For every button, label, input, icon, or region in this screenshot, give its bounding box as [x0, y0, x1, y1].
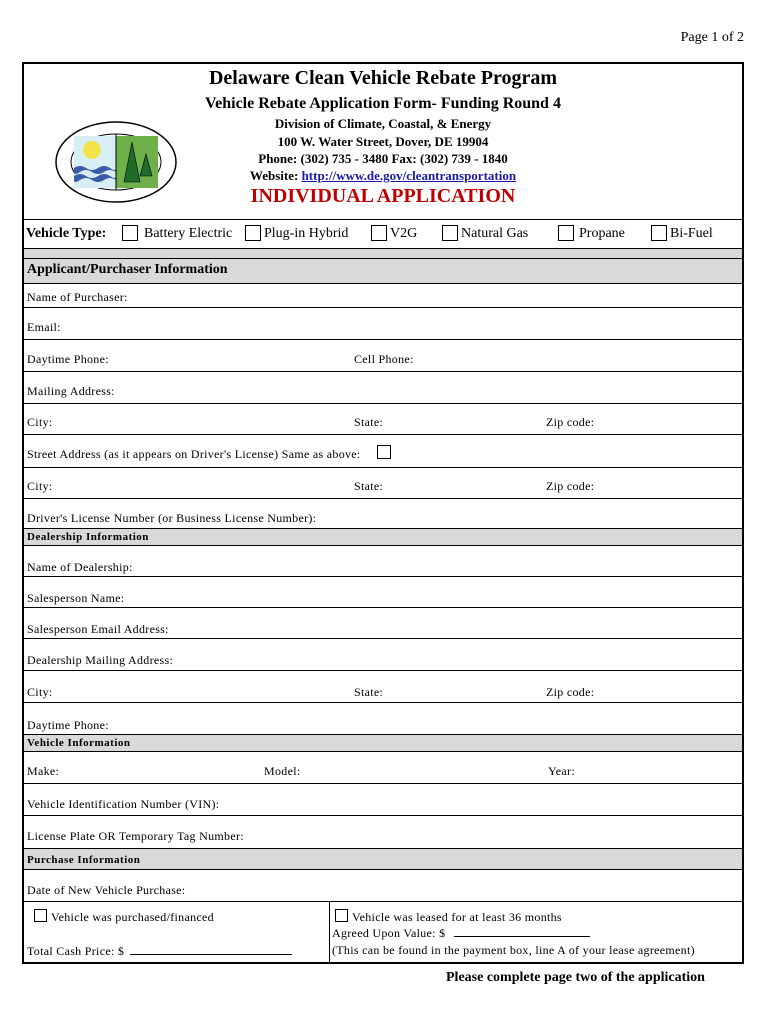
propane-checkbox[interactable] — [558, 225, 574, 241]
dealership-city-label: City: — [27, 685, 53, 699]
dealership-city-row[interactable] — [24, 671, 742, 703]
bi-fuel-checkbox[interactable] — [651, 225, 667, 241]
make-model-year-row[interactable] — [24, 752, 742, 784]
zip-label: Zip code: — [546, 415, 595, 429]
natural-gas-checkbox[interactable] — [442, 225, 458, 241]
vin-row[interactable] — [24, 784, 742, 816]
purchase-date-row[interactable] — [24, 870, 742, 902]
applicant-section-header — [24, 259, 742, 284]
dealership-phone-row[interactable] — [24, 703, 742, 734]
purchased-financed-label: Vehicle was purchased/financed — [51, 910, 214, 924]
dealership-heading: Dealership Information — [27, 531, 149, 543]
phone-row[interactable] — [24, 340, 742, 372]
year-label: Year: — [548, 764, 575, 778]
license-city-row[interactable] — [24, 468, 742, 499]
purchase-column-divider — [329, 902, 330, 964]
bi-fuel-label: Bi-Fuel — [670, 226, 713, 241]
section-spacer — [24, 249, 742, 259]
license-number-label: Driver's License Number (or Business License Number): — [27, 511, 317, 525]
total-cash-line[interactable] — [130, 954, 292, 955]
applicant-heading: Applicant/Purchaser Information — [27, 262, 228, 277]
cell-phone-label: Cell Phone: — [354, 352, 414, 366]
vehicle-heading: Vehicle Information — [27, 737, 131, 749]
leased-option-row — [352, 910, 732, 926]
salesperson-row[interactable] — [24, 577, 742, 608]
zip-label-2: Zip code: — [546, 479, 595, 493]
dealership-phone-label: Daytime Phone: — [27, 718, 109, 732]
purchase-section-header — [24, 848, 742, 870]
footer-note: Please complete page two of the application — [446, 970, 705, 985]
dealership-section-header — [24, 528, 742, 546]
state-label: State: — [354, 415, 384, 429]
email-label: Email: — [27, 320, 61, 334]
salesperson-name-label: Salesperson Name: — [27, 591, 125, 605]
plate-label: License Plate OR Temporary Tag Number: — [27, 829, 244, 843]
plugin-hybrid-label: Plug-in Hybrid — [264, 226, 349, 241]
lease-note-row — [332, 943, 742, 959]
vehicle-section-header — [24, 734, 742, 752]
purchased-financed-checkbox[interactable] — [34, 909, 47, 922]
vin-label: Vehicle Identification Number (VIN): — [27, 797, 220, 811]
website-link[interactable]: http://www.de.gov/cleantransportation — [301, 168, 517, 183]
state-label-2: State: — [354, 479, 384, 493]
plate-row[interactable] — [24, 816, 742, 848]
plugin-hybrid-checkbox[interactable] — [245, 225, 261, 241]
website-label: Website: — [249, 168, 299, 183]
purchaser-name-label: Name of Purchaser: — [27, 290, 128, 304]
street-address-row[interactable] — [24, 435, 742, 468]
city-label-2: City: — [27, 479, 53, 493]
email-row[interactable] — [24, 308, 742, 340]
dealership-address-label: Dealership Mailing Address: — [27, 653, 174, 667]
make-label: Make: — [27, 764, 60, 778]
program-title: Delaware Clean Vehicle Rebate Program — [208, 67, 558, 89]
v2g-label: V2G — [390, 226, 418, 241]
website-line — [24, 168, 742, 184]
salesperson-email-label: Salesperson Email Address: — [27, 622, 169, 636]
daytime-phone-label: Daytime Phone: — [27, 352, 109, 366]
street-address: 100 W. Water Street, Dover, DE 19904 — [277, 134, 489, 149]
leased-checkbox[interactable] — [335, 909, 348, 922]
form-header — [24, 64, 742, 216]
dealership-address-row[interactable] — [24, 639, 742, 671]
application-type: INDIVIDUAL APPLICATION — [250, 185, 516, 207]
agreed-value-label: Agreed Upon Value: $ — [332, 926, 446, 940]
purchaser-name-row[interactable] — [24, 284, 742, 308]
form-subtitle: Vehicle Rebate Application Form- Funding Round 4 — [205, 95, 561, 112]
leased-label: Vehicle was leased for at least 36 months — [352, 910, 562, 924]
phone-fax: Phone: (302) 735 - 3480 Fax: (302) 739 - 1840 — [258, 151, 508, 166]
natural-gas-label: Natural Gas — [461, 226, 529, 241]
division-name: Division of Climate, Coastal, & Energy — [274, 116, 492, 131]
salesperson-email-row[interactable] — [24, 608, 742, 639]
vehicle-type-row — [24, 219, 742, 249]
v2g-checkbox[interactable] — [371, 225, 387, 241]
propane-label: Propane — [579, 226, 625, 241]
city-label: City: — [27, 415, 53, 429]
city-state-zip-row[interactable] — [24, 404, 742, 435]
battery-electric-label: Battery Electric — [144, 226, 233, 241]
lease-note: (This can be found in the payment box, line A of your lease agreement) — [332, 943, 695, 957]
vehicle-type-label: Vehicle Type: — [26, 226, 107, 241]
dealership-state-label: State: — [354, 685, 384, 699]
dealership-name-label: Name of Dealership: — [27, 560, 133, 574]
mailing-address-row[interactable] — [24, 372, 742, 404]
same-as-above-checkbox[interactable] — [377, 445, 391, 459]
page-number: Page 1 of 2 — [680, 30, 744, 45]
license-number-row[interactable] — [24, 499, 742, 528]
application-form — [22, 62, 744, 964]
dealership-zip-label: Zip code: — [546, 685, 595, 699]
agreed-value-row[interactable] — [332, 926, 632, 942]
model-label: Model: — [264, 764, 301, 778]
purchase-heading: Purchase Information — [27, 854, 141, 866]
dealership-name-row[interactable] — [24, 546, 742, 577]
total-cash-label: Total Cash Price: $ — [27, 944, 125, 958]
purchased-option-row — [51, 910, 321, 926]
total-cash-row[interactable] — [27, 944, 327, 960]
street-address-label: Street Address (as it appears on Driver's License) Same as above: — [27, 447, 361, 461]
battery-electric-checkbox[interactable] — [122, 225, 138, 241]
mailing-address-label: Mailing Address: — [27, 384, 115, 398]
agreed-value-line[interactable] — [454, 936, 590, 937]
purchase-date-label: Date of New Vehicle Purchase: — [27, 883, 186, 897]
